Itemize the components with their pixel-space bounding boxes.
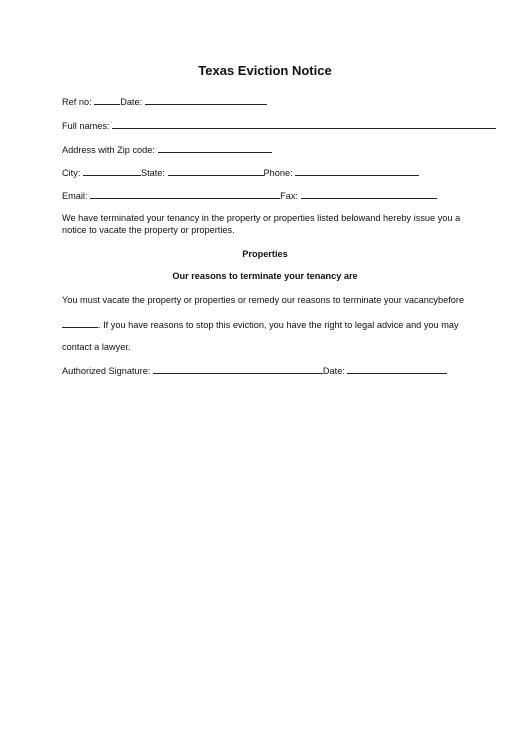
vacate-line: You must vacate the property or properties or remedy our reasons to terminate your vacancybefore bbox=[62, 295, 465, 305]
email-label: Email: bbox=[62, 191, 88, 201]
contact-line: contact a lawyer. bbox=[62, 342, 131, 352]
fax-label: Fax: bbox=[280, 191, 298, 201]
city-label: City: bbox=[62, 168, 81, 178]
signature-label: Authorized Signature: bbox=[62, 366, 151, 376]
signature-field[interactable] bbox=[153, 364, 323, 374]
ref-date-row bbox=[62, 95, 267, 108]
deadline-row bbox=[62, 318, 459, 331]
full-names-row bbox=[62, 119, 496, 132]
full-names-field[interactable] bbox=[112, 119, 496, 129]
city-field[interactable] bbox=[83, 166, 141, 176]
reasons-heading: Our reasons to terminate your tenancy are bbox=[172, 271, 358, 281]
ref-field[interactable] bbox=[94, 95, 120, 105]
deadline-field[interactable] bbox=[62, 318, 98, 328]
fax-field[interactable] bbox=[301, 189, 437, 199]
state-label: State: bbox=[140, 168, 165, 178]
document-title: Texas Eviction Notice bbox=[198, 63, 332, 78]
email-field[interactable] bbox=[90, 189, 280, 199]
city-state-phone-row bbox=[62, 166, 419, 179]
date-label: Date: bbox=[120, 97, 143, 107]
properties-heading: Properties bbox=[242, 249, 288, 259]
stop-eviction-text: . If you have reasons to stop this eviction, you have the right to legal advice and you may bbox=[98, 320, 459, 330]
signature-date-label: Date: bbox=[322, 366, 345, 376]
notice-paragraph: We have terminated your tenancy in the property or properties listed belowand hereby issue you a notice to vacate the property or properties. bbox=[62, 213, 461, 235]
phone-label: Phone: bbox=[263, 168, 293, 178]
address-label: Address with Zip code: bbox=[62, 145, 155, 155]
state-field[interactable] bbox=[168, 166, 264, 176]
address-field[interactable] bbox=[158, 143, 272, 153]
full-names-label: Full names: bbox=[62, 121, 110, 131]
date-field[interactable] bbox=[145, 95, 267, 105]
email-fax-row bbox=[62, 189, 437, 202]
phone-field[interactable] bbox=[295, 166, 419, 176]
signature-date-field[interactable] bbox=[347, 364, 447, 374]
address-row bbox=[62, 143, 272, 156]
signature-row bbox=[62, 364, 447, 377]
ref-label: Ref no: bbox=[62, 97, 92, 107]
